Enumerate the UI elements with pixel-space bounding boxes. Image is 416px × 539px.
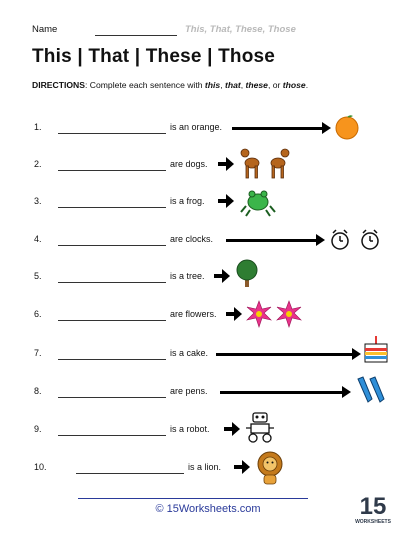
- item-number: 6.: [34, 309, 42, 319]
- answer-blank[interactable]: [58, 133, 166, 134]
- arrow-icon: [214, 269, 230, 283]
- name-line[interactable]: [95, 35, 177, 36]
- word-these: these: [245, 80, 268, 90]
- sentence-text: is an orange.: [170, 122, 223, 132]
- exercise-row-9: [0, 410, 416, 450]
- page-title: This | That | These | Those: [32, 46, 276, 67]
- footer-divider: [78, 498, 308, 499]
- directions-sep: ,: [220, 80, 225, 90]
- sentence-text: are pens.: [170, 386, 208, 396]
- answer-blank[interactable]: [58, 245, 166, 246]
- sentence-text: is a robot.: [170, 424, 210, 434]
- exercise-row-6: [0, 295, 416, 335]
- orange-icon: [334, 114, 360, 140]
- exercise-row-4: [0, 220, 416, 260]
- frog-icon: [240, 186, 276, 218]
- sentence-text: are flowers.: [170, 309, 217, 319]
- directions-text: : Complete each sentence with: [85, 80, 205, 90]
- item-number: 1.: [34, 122, 42, 132]
- answer-blank[interactable]: [58, 207, 166, 208]
- arrow: [216, 353, 354, 356]
- arrow: [226, 239, 318, 242]
- arrow-head: [342, 386, 351, 398]
- arrow-head: [352, 348, 361, 360]
- arrow-head: [322, 122, 331, 134]
- arrow: [232, 127, 324, 130]
- clocks-icon: [328, 228, 384, 252]
- answer-blank[interactable]: [58, 282, 166, 283]
- pens-icon: [354, 375, 386, 407]
- item-number: 4.: [34, 234, 42, 244]
- answer-blank[interactable]: [76, 473, 184, 474]
- brand-logo: [355, 490, 391, 526]
- tree-icon: [234, 259, 260, 289]
- directions-label: DIRECTIONS: [32, 80, 85, 90]
- directions: [32, 80, 308, 90]
- arrow-icon: [226, 307, 242, 321]
- word-that: that: [224, 80, 241, 90]
- lion-icon: [254, 450, 286, 486]
- arrow-head: [316, 234, 325, 246]
- directions-sep: ,: [240, 80, 246, 90]
- copyright-link[interactable]: © 15Worksheets.com: [155, 503, 261, 515]
- answer-blank[interactable]: [58, 170, 166, 171]
- sentence-text: is a tree.: [170, 271, 205, 281]
- item-number: 3.: [34, 196, 42, 206]
- worksheet-title: This, That, These, Those: [185, 24, 296, 35]
- arrow-icon: [224, 422, 240, 436]
- arrow-icon: [218, 194, 234, 208]
- word-this: this: [204, 80, 221, 90]
- item-number: 7.: [34, 348, 42, 358]
- cake-icon: [362, 334, 390, 364]
- exercise-row-2: [0, 145, 416, 185]
- sentence-text: are clocks.: [170, 234, 214, 244]
- logo-caption: WORKSHEETS: [355, 519, 391, 525]
- exercise-row-10: [0, 448, 416, 488]
- dogs-icon: [238, 145, 294, 181]
- exercise-row-8: [0, 372, 416, 412]
- sentence-text: are dogs.: [170, 159, 208, 169]
- sentence-text: is a frog.: [170, 196, 205, 206]
- exercise-row-3: [0, 182, 416, 222]
- arrow-icon: [218, 157, 234, 171]
- name-label: Name: [32, 24, 58, 35]
- answer-blank[interactable]: [58, 435, 166, 436]
- directions-end: .: [305, 80, 309, 90]
- exercise-row-1: [0, 108, 416, 148]
- sentence-text: is a lion.: [188, 462, 222, 472]
- item-number: 10.: [34, 462, 47, 472]
- sentence-text: is a cake.: [170, 348, 209, 358]
- exercise-row-7: [0, 334, 416, 374]
- directions-sep: , or: [267, 80, 283, 90]
- answer-blank[interactable]: [58, 320, 166, 321]
- flowers-icon: [246, 300, 302, 328]
- item-number: 2.: [34, 159, 42, 169]
- item-number: 5.: [34, 271, 42, 281]
- word-those: those: [282, 80, 306, 90]
- item-number: 9.: [34, 424, 42, 434]
- robot-icon: [244, 410, 276, 444]
- arrow-icon: [234, 460, 250, 474]
- logo-number: 15: [359, 493, 387, 520]
- item-number: 8.: [34, 386, 42, 396]
- arrow: [220, 391, 344, 394]
- exercise-row-5: [0, 257, 416, 297]
- answer-blank[interactable]: [58, 359, 166, 360]
- answer-blank[interactable]: [58, 397, 166, 398]
